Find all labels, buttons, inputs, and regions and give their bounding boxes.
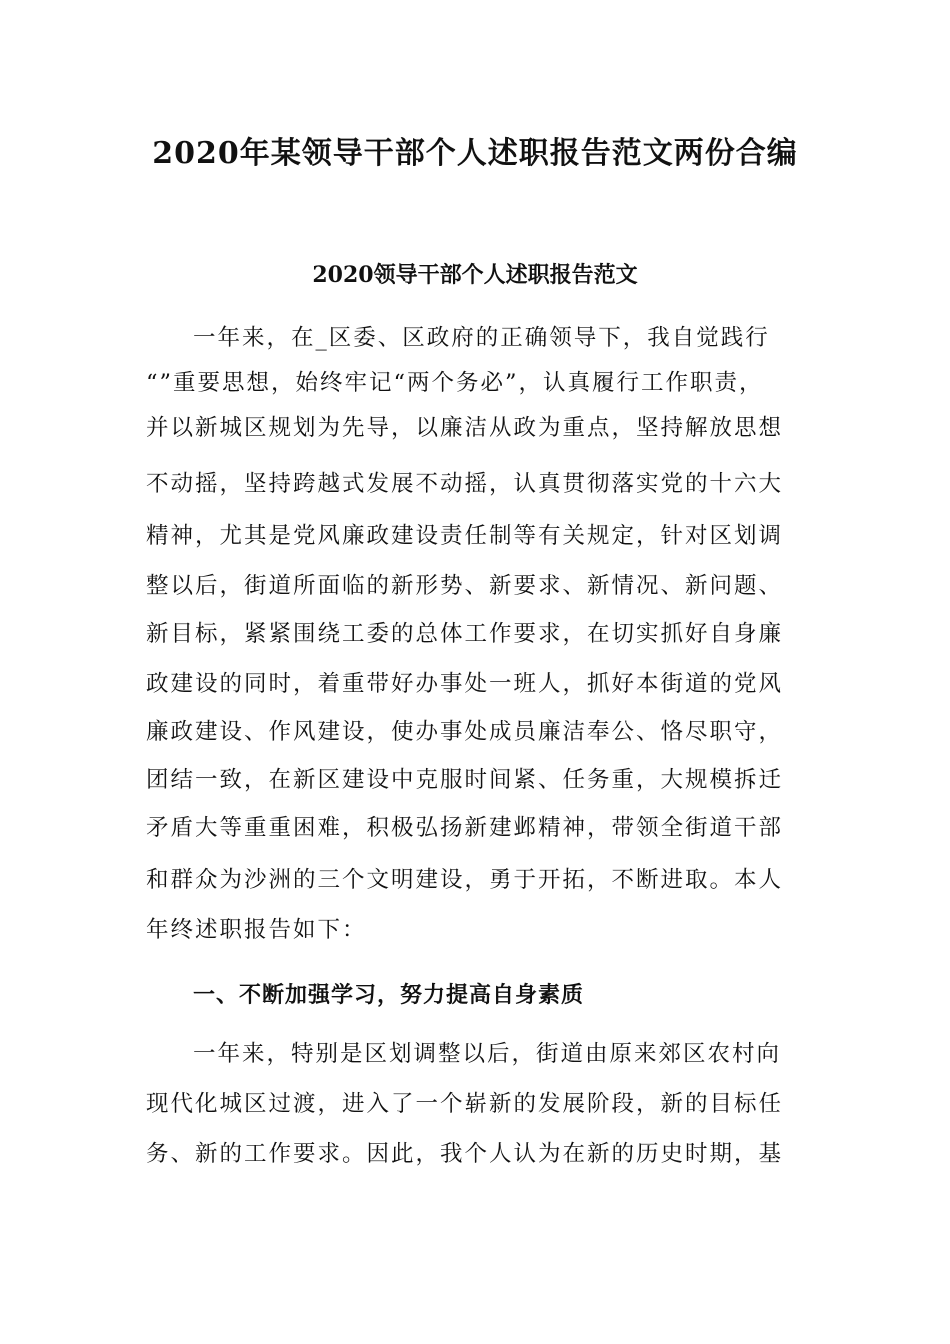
paragraph-line: 一年来，在_区委、区政府的正确领导下，我自觉践行 [193,325,770,351]
document-title: 2020年某领导干部个人述职报告范文两份合编 [152,136,798,171]
paragraph-line: 新目标，紧紧围绕工委的总体工作要求，在切实抓好自身廉 [146,621,784,647]
paragraph-line: 年终述职报告如下： [146,917,367,943]
paragraph-line: 和群众为沙洲的三个文明建设，勇于开拓，不断进取。本人 [146,867,784,893]
section-heading: 一、不断加强学习，努力提高自身素质 [193,982,585,1008]
paragraph-line: 并以新城区规划为先导，以廉洁从政为重点，坚持解放思想 [146,415,784,441]
paragraph-line: 精神，尤其是党风廉政建设责任制等有关规定，针对区划调 [146,523,784,549]
paragraph-line: 一年来，特别是区划调整以后，街道由原来郊区农村向 [193,1041,782,1067]
paragraph-line: 整以后，街道所面临的新形势、新要求、新情况、新问题、 [146,573,784,599]
paragraph-line: 矛盾大等重重困难，积极弘扬新建邺精神，带领全街道干部 [146,815,784,841]
paragraph-line: 不动摇，坚持跨越式发展不动摇，认真贯彻落实党的十六大 [146,471,784,497]
document-subtitle: 2020领导干部个人述职报告范文 [312,262,638,288]
paragraph-line: 廉政建设、作风建设，使办事处成员廉洁奉公、恪尽职守， [146,719,784,745]
paragraph-line: 务、新的工作要求。因此，我个人认为在新的历史时期，基 [146,1141,784,1167]
paragraph-line: 现代化城区过渡，进入了一个崭新的发展阶段，新的目标任 [146,1091,784,1117]
paragraph-line: 团结一致，在新区建设中克服时间紧、任务重，大规模拆迁 [146,767,784,793]
paragraph-line: “”重要思想，始终牢记“两个务必”，认真履行工作职责， [146,370,764,396]
paragraph-line: 政建设的同时，着重带好办事处一班人，抓好本街道的党风 [146,671,784,697]
